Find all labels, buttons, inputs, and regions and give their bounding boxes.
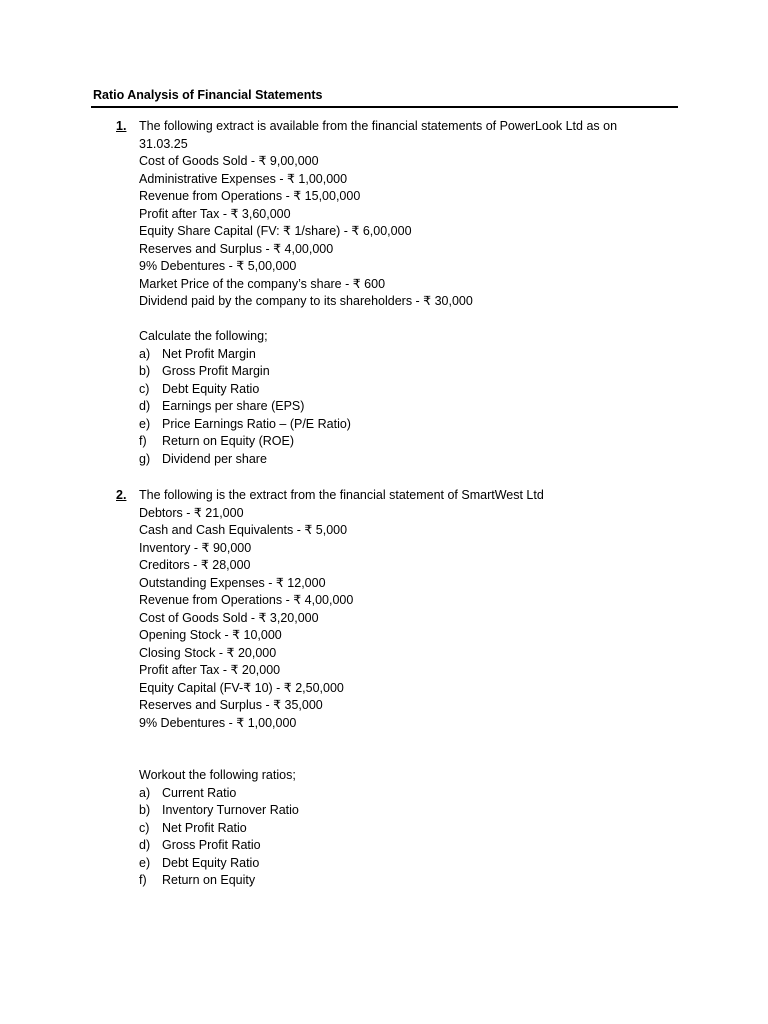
list-label: Gross Profit Ratio — [162, 838, 261, 852]
list-marker: c) — [139, 820, 150, 835]
question-2-data-line: Inventory - ₹ 90,000 — [139, 540, 252, 555]
question-1-list-item — [139, 381, 679, 399]
question-2-list-item — [139, 785, 679, 803]
question-1-list-item — [139, 398, 679, 416]
list-marker: d) — [139, 399, 151, 413]
question-2-data-line: Opening Stock - ₹ 10,000 — [139, 628, 282, 642]
question-1-list-item — [139, 451, 679, 469]
question-2-data-line: Profit after Tax - ₹ 20,000 — [139, 663, 281, 677]
list-label: Inventory Turnover Ratio — [162, 803, 299, 817]
list-marker: a) — [139, 785, 151, 800]
question-2-data-line: Debtors - ₹ 21,000 — [139, 505, 244, 520]
list-marker: e) — [139, 416, 151, 431]
title-underline-rule — [91, 106, 678, 108]
question-1-list-item — [139, 416, 679, 434]
list-label: Return on Equity — [162, 873, 256, 887]
question-1-data-line: Cost of Goods Sold - ₹ 9,00,000 — [139, 154, 319, 168]
question-2-instruction: Workout the following ratios; — [139, 768, 296, 782]
spacer — [139, 732, 679, 767]
question-1-list-item — [139, 433, 679, 451]
list-marker: a) — [139, 346, 151, 361]
list-label: Net Profit Ratio — [162, 820, 247, 835]
list-marker: c) — [139, 381, 150, 396]
list-label: Return on Equity (ROE) — [162, 434, 294, 448]
question-2-data-line: Closing Stock - ₹ 20,000 — [139, 645, 277, 660]
question-2-data-line: Equity Capital (FV-₹ 10) - ₹ 2,50,000 — [139, 680, 344, 695]
list-marker: b) — [139, 803, 151, 817]
list-label: Net Profit Margin — [162, 346, 256, 361]
question-2-list-item — [139, 837, 679, 855]
question-2-block — [139, 487, 679, 890]
question-2-data-line: 9% Debentures - ₹ 1,00,000 — [139, 715, 297, 730]
question-2-data-line: Cash and Cash Equivalents - ₹ 5,000 — [139, 523, 348, 537]
question-2-number: 2. — [116, 488, 127, 502]
question-2-list-item — [139, 855, 679, 873]
list-marker: f) — [139, 873, 147, 887]
question-2-data-line: Cost of Goods Sold - ₹ 3,20,000 — [139, 610, 319, 625]
question-1-data-line: Dividend paid by the company to its shareholders - ₹ 30,000 — [139, 294, 473, 308]
question-1-data-line: Profit after Tax - ₹ 3,60,000 — [139, 206, 291, 221]
list-label: Price Earnings Ratio – (P/E Ratio) — [162, 416, 351, 431]
question-1-instruction: Calculate the following; — [139, 329, 268, 343]
list-marker: e) — [139, 855, 151, 870]
list-label: Debt Equity Ratio — [162, 855, 260, 870]
list-marker: f) — [139, 434, 147, 448]
list-marker: b) — [139, 364, 151, 378]
question-2-data-line: Outstanding Expenses - ₹ 12,000 — [139, 575, 326, 590]
list-marker: d) — [139, 838, 151, 852]
question-1-number: 1. — [116, 119, 127, 133]
question-1-data-line: Administrative Expenses - ₹ 1,00,000 — [139, 171, 348, 186]
question-2-data-line: Reserves and Surplus - ₹ 35,000 — [139, 698, 323, 712]
question-1-data-line: Market Price of the company’s share - ₹ 600 — [139, 276, 386, 291]
question-1-intro: The following extract is available from the financial statements of PowerLook Ltd as on 31.03.25 — [139, 119, 618, 151]
question-2-intro: The following is the extract from the financial statement of SmartWest Ltd — [139, 488, 544, 502]
list-marker: g) — [139, 451, 151, 466]
list-label: Gross Profit Margin — [162, 364, 270, 378]
question-2-list-item — [139, 802, 679, 820]
question-2-list-item — [139, 872, 679, 890]
list-label: Current Ratio — [162, 785, 237, 800]
question-2-list-item — [139, 820, 679, 838]
spacer — [139, 311, 679, 329]
question-1-list-item — [139, 363, 679, 381]
list-label: Dividend per share — [162, 451, 267, 466]
question-2-data-line: Creditors - ₹ 28,000 — [139, 558, 251, 572]
question-2-data-line: Revenue from Operations - ₹ 4,00,000 — [139, 593, 354, 607]
question-1-data-line: Reserves and Surplus - ₹ 4,00,000 — [139, 241, 334, 256]
question-1-data-line: 9% Debentures - ₹ 5,00,000 — [139, 259, 297, 273]
document-title: Ratio Analysis of Financial Statements — [93, 88, 323, 102]
list-label: Earnings per share (EPS) — [162, 399, 305, 413]
question-1-data-line: Equity Share Capital (FV: ₹ 1/share) - ₹ 6,00,000 — [139, 224, 412, 238]
question-1-block — [139, 118, 679, 468]
question-1-data-line: Revenue from Operations - ₹ 15,00,000 — [139, 189, 361, 203]
question-1-list-item — [139, 346, 679, 364]
list-label: Debt Equity Ratio — [162, 381, 260, 396]
